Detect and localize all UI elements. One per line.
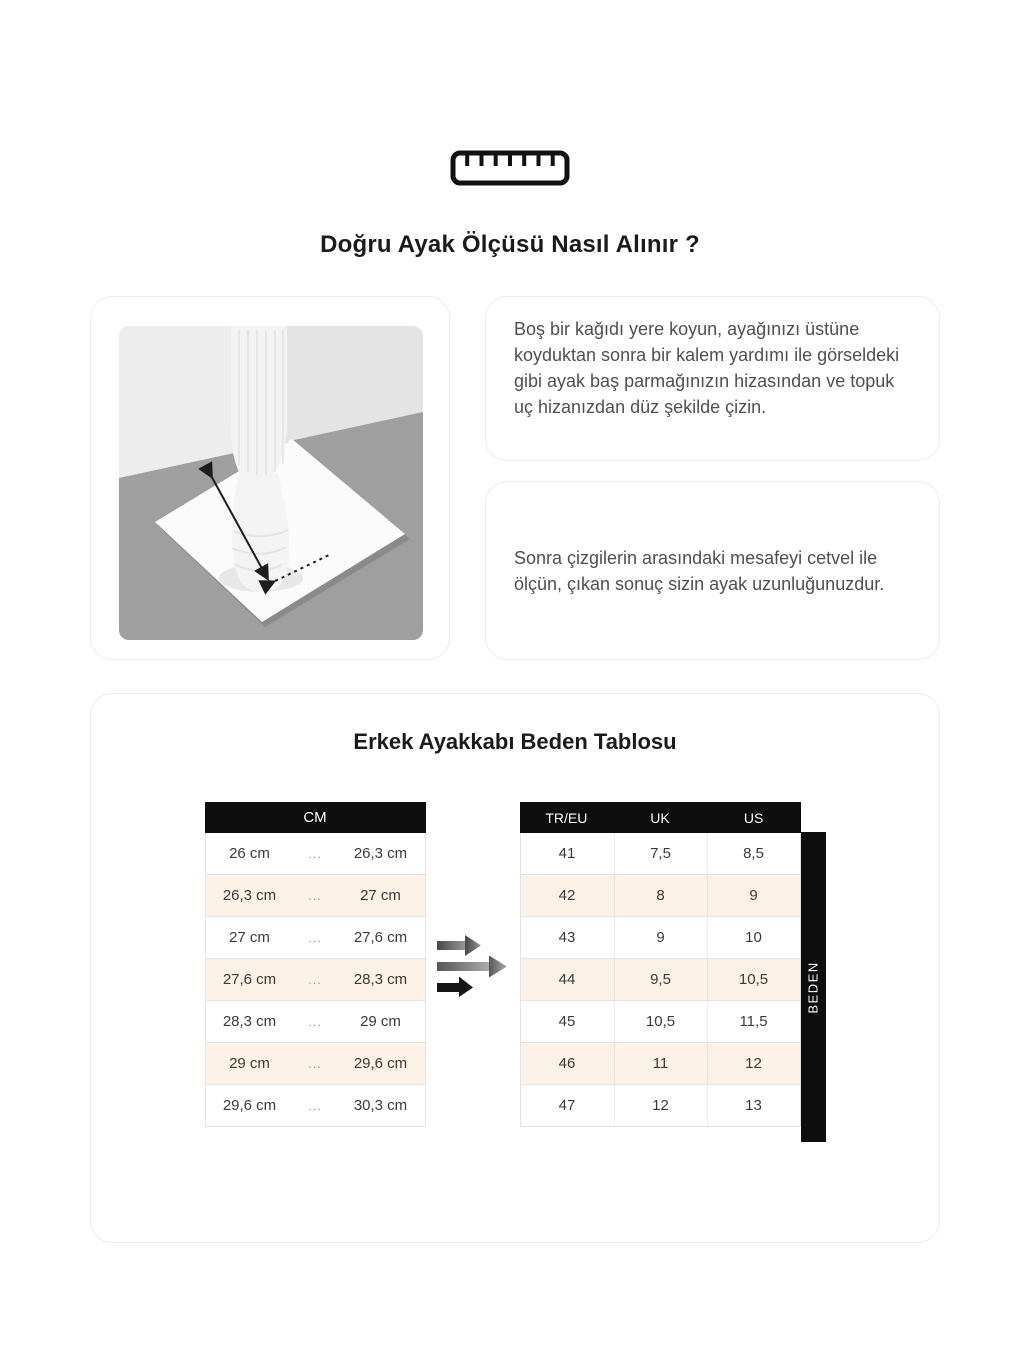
size-conversion-row [520, 1043, 801, 1085]
range-separator: ... [308, 1056, 322, 1071]
instruction-step-2-text: Sonra çizgilerin arasındaki mesafeyi cetvel ile ölçün, çıkan sonuç sizin ayak uzunluğunuzdur. [514, 547, 885, 594]
size-tr-eu: 47 [558, 1097, 576, 1114]
instruction-step-1-card [485, 296, 940, 461]
conversion-header-us: US [743, 809, 764, 826]
size-conversion-row [520, 959, 801, 1001]
size-uk: 8 [614, 875, 707, 916]
conversion-header-tr-eu: TR/EU [545, 809, 588, 826]
cm-from: 26,3 cm [222, 887, 277, 904]
size-uk: 10,5 [614, 1001, 707, 1042]
size-uk: 9 [614, 917, 707, 958]
size-tr-eu: 41 [558, 845, 576, 862]
cm-to: 27 cm [360, 887, 401, 904]
cm-to: 29,6 cm [353, 1055, 408, 1072]
size-table-card [90, 693, 940, 1243]
size-conversion-row [520, 833, 801, 875]
cm-from: 27 cm [229, 929, 270, 946]
cm-table-body [205, 833, 426, 1127]
size-us: 12 [707, 1043, 800, 1084]
cm-from: 29 cm [229, 1055, 270, 1072]
size-conversion-row [520, 875, 801, 917]
cm-range-row [205, 959, 426, 1001]
instruction-step-1-text: Boş bir kağıdı yere koyun, ayağınızı üstüne koyduktan sonra bir kalem yardımı ile görseldeki gibi ayak baş parmağınızın hizasından ve topuk uç hizanızdan düz şekilde çizin. [514, 319, 900, 417]
instruction-steps [485, 296, 940, 660]
size-conversion-wrap [520, 802, 826, 1142]
size-us: 10 [707, 917, 800, 958]
size-tr-eu: 45 [558, 1013, 576, 1030]
size-us: 13 [707, 1085, 800, 1126]
cm-range-table [205, 802, 426, 1127]
cm-from: 29,6 cm [222, 1097, 277, 1114]
size-us: 9 [707, 875, 800, 916]
page-title: Doğru Ayak Ölçüsü Nasıl Alınır ? [320, 231, 700, 258]
instruction-step-2-card [485, 481, 940, 660]
cm-table-header: CM [205, 802, 426, 833]
size-conversion-row [520, 1085, 801, 1127]
size-conversion-row [520, 917, 801, 959]
cm-to: 26,3 cm [353, 845, 408, 862]
beden-side-label-bar [801, 832, 826, 1142]
size-tr-eu: 43 [558, 929, 576, 946]
page-header [0, 0, 1020, 259]
range-separator: ... [308, 972, 322, 987]
size-uk: 11 [614, 1043, 707, 1084]
cm-to: 28,3 cm [353, 971, 408, 988]
cm-range-row [205, 917, 426, 959]
range-separator: ... [308, 846, 322, 861]
size-us: 10,5 [707, 959, 800, 1000]
size-us: 11,5 [707, 1001, 800, 1042]
cm-range-row [205, 1001, 426, 1043]
measurement-instructions-section [90, 296, 940, 660]
range-separator: ... [308, 1098, 322, 1113]
range-separator: ... [308, 1014, 322, 1029]
range-separator: ... [308, 930, 322, 945]
foot-on-paper-illustration [119, 326, 423, 640]
size-table-title: Erkek Ayakkabı Beden Tablosu [353, 729, 677, 754]
ruler-icon [450, 150, 570, 186]
cm-from: 27,6 cm [222, 971, 277, 988]
foot-measurement-photo-card [90, 296, 450, 660]
size-us: 8,5 [707, 833, 800, 874]
size-tr-eu: 44 [558, 971, 576, 988]
size-tr-eu: 46 [558, 1055, 576, 1072]
conversion-table-header [520, 802, 801, 833]
cm-range-row [205, 1085, 426, 1127]
conversion-header-uk: UK [650, 809, 670, 826]
convert-arrows-icon [437, 931, 508, 1002]
size-conversion-table [520, 802, 801, 1127]
beden-label: BEDEN [805, 960, 821, 1014]
cm-to: 27,6 cm [353, 929, 408, 946]
cm-to: 29 cm [360, 1013, 401, 1030]
size-uk: 12 [614, 1085, 707, 1126]
size-uk: 9,5 [614, 959, 707, 1000]
range-separator: ... [308, 888, 322, 903]
cm-from: 26 cm [229, 845, 270, 862]
size-uk: 7,5 [614, 833, 707, 874]
foot-measurement-photo [119, 326, 423, 640]
cm-range-row [205, 833, 426, 875]
size-tables [91, 802, 939, 1142]
cm-range-row [205, 1043, 426, 1085]
size-tr-eu: 42 [558, 887, 576, 904]
cm-range-row [205, 875, 426, 917]
cm-from: 28,3 cm [222, 1013, 277, 1030]
cm-to: 30,3 cm [353, 1097, 408, 1114]
size-conversion-row [520, 1001, 801, 1043]
conversion-table-body [520, 833, 801, 1127]
